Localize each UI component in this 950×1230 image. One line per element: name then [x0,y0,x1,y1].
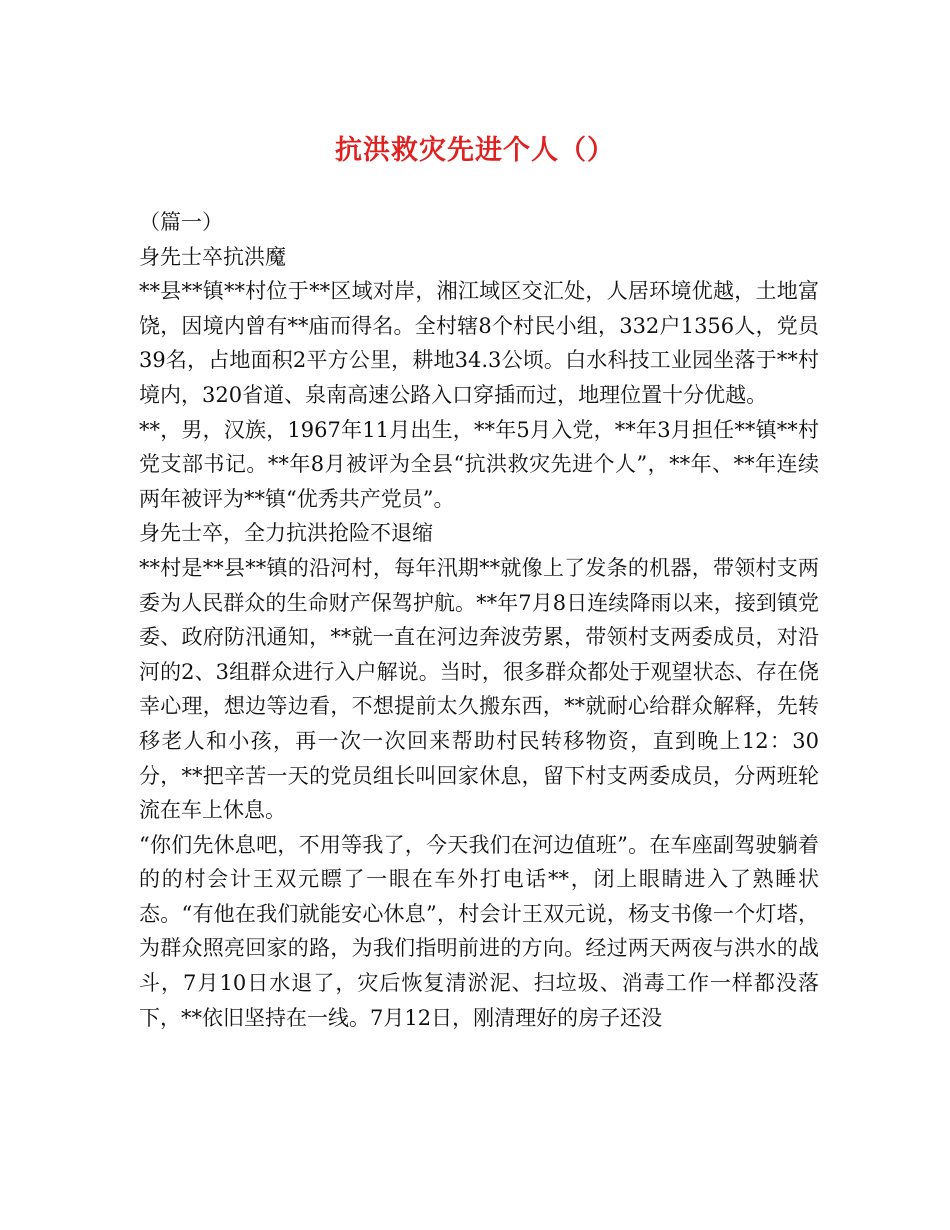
document-body [139,205,819,1035]
body-paragraph: “你们先休息吧，不用等我了，今天我们在河边值班”。在车座副驾驶躺着的的村会计王双元瞟了一眼在车外打电话**，闭上眼睛进入了熟睡状态。“有他在我们就能安心休息”，村会计王双元说，杨支书像一个灯塔，为群众照亮回家的路，为我们指明前进的方向。经过两天两夜与洪水的战斗，7月10日水退了，灾后恢复清淤泥、扫垃圾、消毒工作一样都没落下，**依旧坚持在一线。7月12日，刚清理好的房子还没 [139,832,819,1030]
section-subheading: 身先士卒，全力抗洪抢险不退缩 [139,521,433,546]
section-heading: 身先士卒抗洪魔 [139,244,286,269]
section-label: （篇一） [139,210,223,234]
body-paragraph: **村是**县**镇的沿河村，每年汛期**就像上了发条的机器，带领村支两委为人民群众的生命财产保驾护航。**年7月8日连续降雨以来，接到镇党委、政府防汛通知，**就一直在河边奔波劳累，带领村支两委成员，对沿河的2、3组群众进行入户解说。当时，很多群众都处于观望状态、存在侥幸心理，想边等边看，不想提前太久搬东西，**就耐心给群众解释，先转移老人和小孩，再一次一次回来帮助村民转移物资，直到晚上12：30分，**把辛苦一天的党员组长叫回家休息，留下村支两委成员，分两班轮流在车上休息。 [139,555,819,823]
document-title: 抗洪救灾先进个人（） [335,135,615,166]
body-paragraph: **县**镇**村位于**区域对岸，湘江域区交汇处，人居环境优越，土地富饶，因境内曾有**庙而得名。全村辖8个村民小组，332户1356人，党员39名，占地面积2平方公里，耕地34.3公顷。白水科技工业园坐落于**村境内，320省道、泉南高速公路入口穿插而过，地理位置十分优越。 [139,279,819,407]
body-paragraph: **，男，汉族，1967年11月出生，**年5月入党，**年3月担任**镇**村党支部书记。**年8月被评为全县“抗洪救灾先进个人”，**年、**年连续两年被评为**镇“优秀共产党员”。 [139,417,819,511]
